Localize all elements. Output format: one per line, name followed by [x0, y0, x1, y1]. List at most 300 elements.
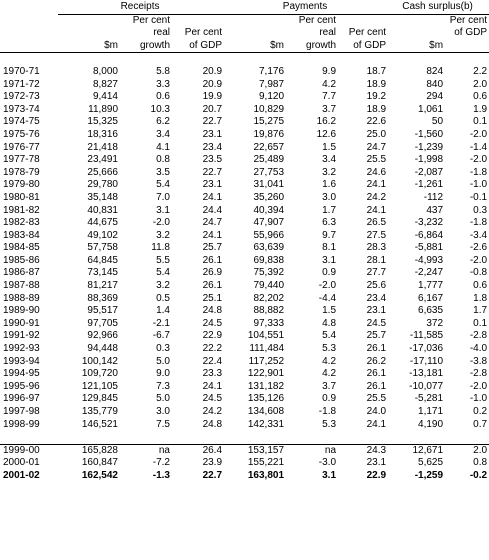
value-cell: -6,864: [414, 229, 444, 241]
value-cell: -1.3: [152, 469, 170, 481]
year-cell: 1972-73: [3, 91, 40, 103]
value-cell: 9.7: [322, 229, 337, 241]
value-cell: 23.1: [202, 128, 223, 140]
value-cell: 0.1: [473, 116, 488, 128]
value-cell: 57,758: [87, 242, 118, 254]
value-cell: 15,325: [87, 116, 118, 128]
value-cell: 840: [426, 78, 444, 90]
table-row: [0, 167, 489, 180]
value-cell: na: [120, 444, 172, 457]
table-row: [0, 230, 489, 243]
value-cell: -13,181: [409, 368, 444, 380]
value-cell: 24.1: [202, 191, 223, 203]
header-cell: [224, 14, 286, 27]
value-cell: 0.7: [473, 418, 488, 430]
value-cell: -10,077: [409, 380, 444, 392]
value-cell: 0.9: [322, 267, 337, 279]
value-cell: 0.8: [473, 457, 488, 469]
value-cell: 24.6: [366, 166, 387, 178]
year-cell: 1995-96: [3, 380, 40, 392]
header-cell: Per cent: [348, 27, 387, 39]
value-cell: 437: [426, 204, 444, 216]
group-header-row: [0, 1, 489, 14]
header-cell: Per cent: [184, 27, 223, 39]
value-cell: 18.7: [366, 65, 387, 77]
header-cell: Per cent: [298, 14, 337, 26]
value-cell: 21,418: [87, 141, 118, 153]
value-cell: -1.0: [469, 179, 488, 191]
value-cell: 24.2: [202, 406, 223, 417]
value-cell: 88,882: [253, 305, 285, 317]
value-cell: -0.8: [469, 267, 488, 279]
value-cell: 24.5: [202, 317, 223, 329]
value-cell: 5.8: [156, 65, 170, 77]
value-cell: 5.4: [156, 267, 170, 279]
table-row: [0, 330, 489, 343]
value-cell: 27,753: [253, 166, 285, 178]
value-cell: 92,966: [87, 330, 118, 342]
value-cell: 25.5: [366, 393, 387, 405]
header-cell: [58, 14, 120, 27]
value-cell: 10,829: [253, 103, 285, 115]
value-cell: 11,890: [88, 103, 118, 115]
value-cell: 25.7: [202, 242, 223, 254]
value-cell: -3.8: [469, 355, 488, 367]
value-cell: 2.2: [473, 65, 488, 77]
value-cell: 25.5: [366, 154, 387, 166]
header-row-3: [0, 40, 489, 53]
value-cell: 2.0: [445, 444, 489, 457]
value-cell: 24.8: [202, 305, 223, 317]
value-cell: 23,491: [87, 154, 118, 166]
value-cell: 1.7: [322, 204, 337, 216]
value-cell: 5.0: [156, 355, 170, 367]
value-cell: 111,484: [249, 343, 285, 355]
value-cell: 88,369: [87, 292, 118, 304]
table-row: [0, 242, 489, 255]
group-payments: Payments: [224, 1, 388, 14]
value-cell: 1,171: [418, 406, 444, 417]
value-cell: -1,259: [414, 469, 444, 481]
table-row: [0, 154, 489, 167]
year-cell: 1999-00: [0, 444, 58, 457]
value-cell: 69,838: [253, 254, 285, 266]
value-cell: 15,275: [253, 116, 285, 128]
value-cell: -17,110: [409, 355, 444, 367]
value-cell: 49,102: [87, 229, 118, 241]
value-cell: 9,120: [259, 91, 285, 103]
value-cell: 3.4: [156, 128, 170, 140]
year-cell: 2000-01: [3, 457, 40, 469]
value-cell: 26.1: [366, 343, 387, 355]
value-cell: 7.7: [322, 91, 337, 103]
value-cell: -0.1: [469, 191, 488, 203]
year-cell: 1991-92: [3, 330, 40, 342]
value-cell: 5,625: [418, 457, 444, 469]
value-cell: 12,671: [388, 444, 445, 457]
year-cell: 1998-99: [3, 418, 40, 430]
header-cell: [388, 27, 445, 40]
value-cell: 18.9: [366, 78, 387, 90]
value-cell: 9.9: [322, 65, 337, 77]
value-cell: 9.0: [156, 368, 170, 380]
table-row: [0, 444, 489, 457]
value-cell: 1.8: [473, 292, 488, 304]
value-cell: -2,247: [414, 267, 444, 279]
value-cell: 23.1: [366, 305, 387, 317]
year-cell: 1979-80: [3, 179, 40, 191]
value-cell: 20.7: [202, 103, 223, 115]
value-cell: 129,845: [81, 393, 118, 405]
year-cell: 1978-79: [3, 166, 40, 178]
table-row: [0, 79, 489, 92]
value-cell: 5.5: [156, 254, 170, 266]
group-cash-surplus: Cash surplus(b): [388, 1, 489, 14]
value-cell: 100,142: [81, 355, 118, 367]
value-cell: 24.1: [202, 380, 223, 392]
value-cell: -11,585: [409, 330, 444, 342]
value-cell: 22.9: [202, 330, 223, 342]
value-cell: -2.8: [469, 330, 488, 342]
value-cell: 3.7: [322, 380, 337, 392]
table-row: [0, 318, 489, 331]
value-cell: 146,521: [81, 418, 118, 430]
year-cell: 1983-84: [3, 229, 40, 241]
value-cell: 6.3: [322, 217, 337, 229]
table-row: [0, 381, 489, 394]
value-cell: 24.2: [366, 191, 387, 203]
value-cell: 153,157: [224, 444, 286, 457]
value-cell: 5.0: [156, 393, 170, 405]
table-row: [0, 356, 489, 369]
value-cell: 372: [426, 317, 444, 329]
value-cell: 79,440: [253, 280, 285, 292]
value-cell: 7,987: [259, 78, 285, 90]
value-cell: 4.2: [322, 78, 337, 90]
value-cell: 25.0: [366, 128, 387, 140]
value-cell: 2.0: [473, 78, 488, 90]
value-cell: 23.4: [202, 141, 223, 153]
value-cell: 18,316: [87, 128, 118, 140]
value-cell: 28.1: [366, 254, 387, 266]
table-row: [0, 217, 489, 230]
value-cell: -7.2: [152, 457, 170, 469]
value-cell: 26.1: [366, 368, 387, 380]
value-cell: 122,901: [247, 368, 285, 380]
value-cell: 0.2: [473, 406, 488, 417]
table-row: [0, 280, 489, 293]
value-cell: 82,202: [253, 292, 285, 304]
value-cell: 0.5: [156, 292, 170, 304]
value-cell: 3.1: [322, 254, 337, 266]
value-cell: 7.0: [156, 191, 170, 203]
value-cell: 6,167: [418, 292, 444, 304]
value-cell: 23.9: [202, 457, 223, 469]
value-cell: 22.7: [202, 166, 223, 178]
table-row: [0, 267, 489, 280]
year-cell: 1985-86: [3, 254, 40, 266]
table-row: [0, 406, 489, 419]
value-cell: 1.4: [156, 305, 170, 317]
value-cell: 1.6: [322, 179, 337, 191]
year-cell: 1976-77: [3, 141, 40, 153]
value-cell: -4.0: [469, 343, 488, 355]
value-cell: 3.4: [322, 154, 337, 166]
value-cell: 131,182: [247, 380, 285, 392]
value-cell: 22.4: [202, 355, 223, 367]
year-cell: 1996-97: [3, 393, 40, 405]
year-cell: 1993-94: [3, 355, 40, 367]
table-row: [0, 293, 489, 306]
value-cell: 27.7: [366, 267, 387, 279]
spacer-row: [0, 431, 489, 444]
table-row: [0, 179, 489, 192]
value-cell: 0.6: [473, 91, 488, 103]
table-row: [0, 192, 489, 205]
header-row-1: [0, 14, 489, 27]
value-cell: 24.5: [366, 317, 387, 329]
value-cell: -2,087: [414, 166, 444, 178]
value-cell: 4,190: [418, 418, 444, 430]
value-cell: -2.0: [152, 217, 170, 229]
value-cell: 24.0: [366, 406, 387, 417]
value-cell: -1.8: [469, 217, 488, 229]
table-row: [0, 66, 489, 79]
value-cell: 95,517: [87, 305, 118, 317]
value-cell: 3.5: [156, 166, 170, 178]
year-cell: 1973-74: [3, 103, 40, 115]
value-cell: 24.1: [366, 204, 387, 216]
value-cell: 29,780: [87, 179, 118, 191]
value-cell: 22.9: [366, 469, 387, 481]
value-cell: 24.1: [366, 179, 387, 191]
value-cell: 94,448: [87, 343, 118, 355]
value-cell: 24.4: [202, 204, 223, 216]
value-cell: 155,221: [247, 457, 285, 469]
value-cell: 40,831: [87, 204, 118, 216]
table-row: [0, 457, 489, 470]
value-cell: 8.1: [322, 242, 337, 254]
value-cell: 19.9: [202, 91, 223, 103]
year-cell: 1984-85: [3, 242, 40, 254]
year-cell: 1980-81: [3, 191, 40, 203]
value-cell: 142,331: [247, 418, 285, 430]
header-cell: [338, 14, 388, 27]
value-cell: 26.9: [202, 267, 223, 279]
value-cell: 1,777: [418, 280, 444, 292]
value-cell: 47,907: [253, 217, 285, 229]
value-cell: 35,260: [253, 191, 285, 203]
table-row: [0, 142, 489, 155]
value-cell: -2.6: [469, 242, 488, 254]
header-cell: [224, 27, 286, 40]
header-cell: growth: [120, 40, 172, 53]
value-cell: 0.8: [156, 154, 170, 166]
value-cell: 24.1: [202, 229, 223, 241]
value-cell: -6.7: [152, 330, 170, 342]
value-cell: 81,217: [87, 280, 118, 292]
year-cell: 1987-88: [3, 280, 40, 292]
table-row: [0, 116, 489, 129]
header-cell: growth: [286, 40, 338, 53]
table-row: [0, 91, 489, 104]
value-cell: -2.0: [469, 154, 488, 166]
year-cell: 1977-78: [3, 154, 40, 166]
value-cell: 24.1: [366, 418, 387, 430]
value-cell: -1.0: [469, 393, 488, 405]
value-cell: -1.4: [469, 141, 488, 153]
value-cell: -3.4: [469, 229, 488, 241]
header-cell: $m: [388, 40, 445, 53]
value-cell: 8,000: [92, 65, 118, 77]
fiscal-table: [0, 1, 489, 483]
header-cell: real: [153, 27, 170, 39]
value-cell: -3.0: [318, 457, 337, 469]
year-cell: 1971-72: [3, 78, 40, 90]
value-cell: 3.7: [322, 103, 337, 115]
value-cell: 27.5: [366, 229, 387, 241]
value-cell: 26.4: [172, 444, 224, 457]
value-cell: 7,176: [259, 65, 285, 77]
value-cell: 22.2: [202, 343, 223, 355]
value-cell: 104,551: [247, 330, 285, 342]
value-cell: 1.5: [322, 305, 337, 317]
value-cell: 4.2: [322, 368, 337, 380]
value-cell: 19.2: [366, 91, 387, 103]
table-row: [0, 470, 489, 483]
value-cell: 7.3: [156, 380, 170, 392]
value-cell: -1,560: [414, 128, 444, 140]
value-cell: -2.1: [152, 317, 170, 329]
value-cell: 160,847: [81, 457, 118, 469]
header-cell: of GDP: [172, 40, 224, 53]
year-cell: 1997-98: [3, 406, 40, 417]
header-cell: $m: [224, 40, 286, 53]
value-cell: 121,105: [81, 380, 118, 392]
value-cell: 20.9: [202, 78, 223, 90]
value-cell: 3.2: [156, 280, 170, 292]
value-cell: 162,542: [81, 469, 118, 481]
value-cell: 25,666: [87, 166, 118, 178]
value-cell: -4.4: [318, 292, 337, 304]
value-cell: 24.5: [202, 393, 223, 405]
value-cell: 0.3: [473, 204, 488, 216]
table-row: [0, 205, 489, 218]
value-cell: -5,281: [414, 393, 444, 405]
year-cell: 1989-90: [3, 305, 40, 317]
value-cell: 55,966: [253, 229, 285, 241]
value-cell: 26.5: [366, 217, 387, 229]
value-cell: -5,881: [414, 242, 444, 254]
value-cell: 163,801: [247, 469, 285, 481]
table-row: [0, 343, 489, 356]
value-cell: 165,828: [58, 444, 120, 457]
value-cell: 0.6: [156, 91, 170, 103]
header-cell: Per cent: [449, 14, 488, 26]
value-cell: 3.1: [322, 469, 337, 481]
year-cell: 1975-76: [3, 128, 40, 140]
value-cell: 19,876: [253, 128, 285, 140]
value-cell: 26.1: [202, 254, 223, 266]
value-cell: 134,608: [247, 406, 285, 417]
header-cell: of GDP: [338, 40, 388, 53]
value-cell: 7.5: [156, 418, 170, 430]
value-cell: 5.3: [322, 418, 337, 430]
value-cell: 25,489: [253, 154, 285, 166]
value-cell: na: [286, 444, 338, 457]
value-cell: 23.3: [202, 368, 223, 380]
value-cell: 3.3: [156, 78, 170, 90]
value-cell: 24.7: [202, 217, 223, 229]
value-cell: 25.6: [366, 280, 387, 292]
value-cell: -2.8: [469, 368, 488, 380]
value-cell: 9,414: [92, 91, 118, 103]
value-cell: 294: [426, 91, 444, 103]
value-cell: 6,635: [418, 305, 444, 317]
value-cell: 35,148: [87, 191, 118, 203]
value-cell: 22.7: [202, 116, 223, 128]
header-cell: of GDP: [454, 27, 488, 39]
value-cell: -3,232: [414, 217, 444, 229]
group-receipts: Receipts: [58, 1, 224, 14]
value-cell: -1,239: [414, 141, 444, 153]
year-cell: 2001-02: [3, 469, 40, 481]
header-cell: Per cent: [132, 14, 170, 26]
header-cell: real: [319, 27, 337, 39]
value-cell: 3.0: [322, 191, 337, 203]
value-cell: 73,145: [87, 267, 118, 279]
value-cell: 18.9: [366, 103, 387, 115]
value-cell: -1.8: [469, 166, 488, 178]
table-row: [0, 104, 489, 117]
value-cell: 25.7: [366, 330, 387, 342]
value-cell: 97,333: [253, 317, 285, 329]
value-cell: -4,993: [414, 254, 444, 266]
value-cell: 117,252: [248, 355, 285, 367]
table-row: [0, 255, 489, 268]
value-cell: 5.4: [322, 330, 337, 342]
value-cell: 4.1: [156, 141, 170, 153]
value-cell: 31,041: [253, 179, 285, 191]
value-cell: -2.0: [469, 128, 488, 140]
year-cell: 1992-93: [3, 343, 40, 355]
value-cell: -0.2: [469, 469, 488, 481]
value-cell: 824: [426, 65, 444, 77]
header-cell: [172, 14, 224, 27]
header-row-2: [0, 27, 489, 40]
header-cell: [445, 40, 489, 53]
year-cell: 1986-87: [3, 267, 40, 279]
value-cell: 26.2: [366, 355, 387, 367]
value-cell: -1,261: [414, 179, 444, 191]
value-cell: -2.0: [318, 280, 337, 292]
value-cell: 50: [431, 116, 444, 128]
value-cell: -2.0: [469, 254, 488, 266]
value-cell: 1.9: [473, 103, 488, 115]
value-cell: 0.6: [473, 280, 488, 292]
table-row: [0, 305, 489, 318]
table-row: [0, 129, 489, 142]
value-cell: 40,394: [253, 204, 285, 216]
year-cell: 1982-83: [3, 217, 40, 229]
value-cell: 3.2: [156, 229, 170, 241]
value-cell: 6.2: [156, 116, 170, 128]
table-row: [0, 393, 489, 406]
value-cell: 75,392: [253, 267, 285, 279]
value-cell: 3.1: [156, 204, 170, 216]
value-cell: 109,720: [81, 368, 118, 380]
value-cell: 28.3: [366, 242, 387, 254]
